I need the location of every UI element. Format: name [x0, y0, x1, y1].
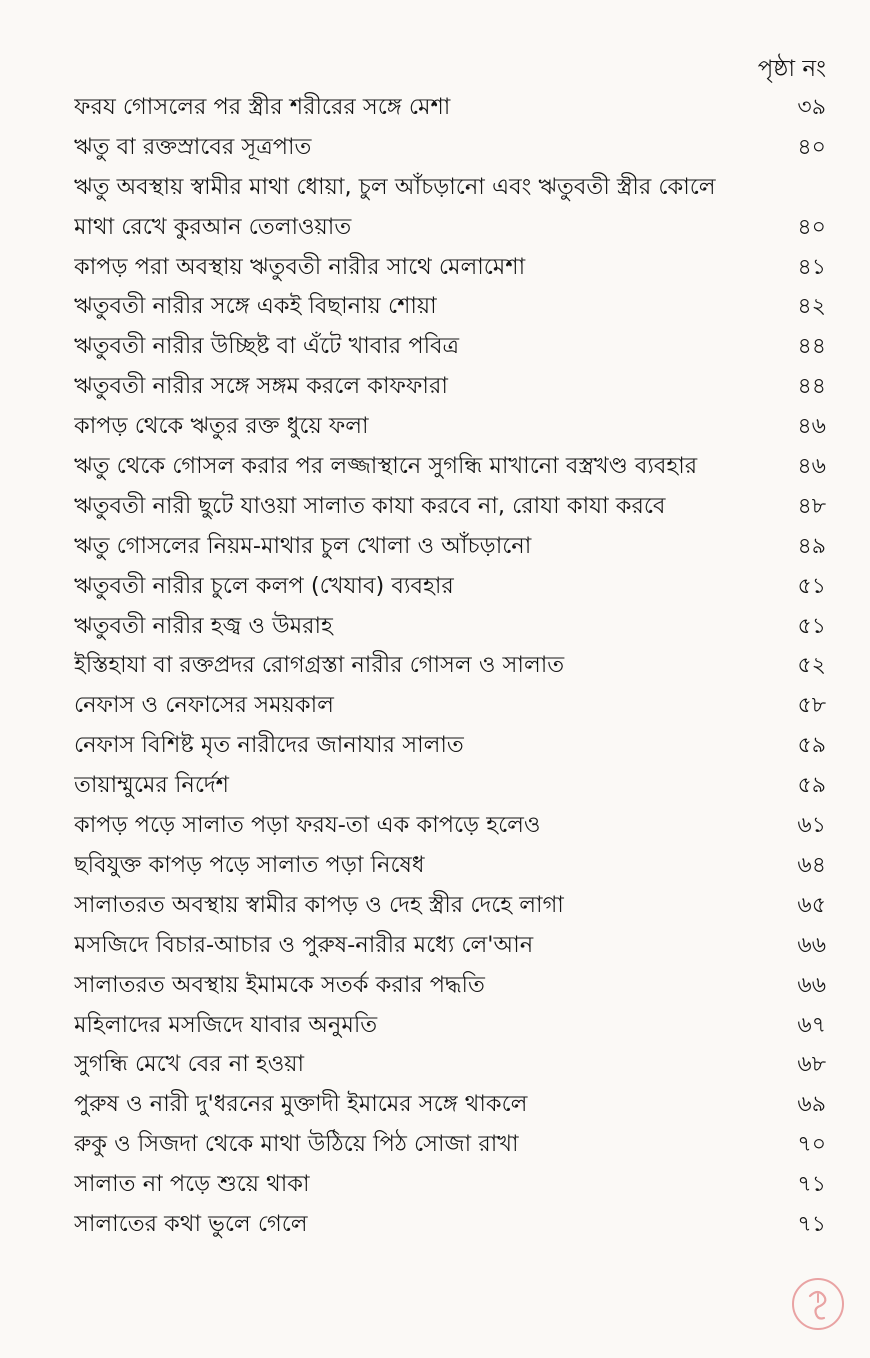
toc-entry-title: মসজিদে বিচার-আচার ও পুরুষ-নারীর মধ্যে লে'আন — [74, 931, 534, 958]
toc-entry — [74, 487, 826, 527]
toc-entry-page: ৫২ — [797, 653, 826, 679]
toc-entry-title: ফরয গোসলের পর স্ত্রীর শরীরের সঙ্গে মেশা — [74, 94, 451, 120]
toc-entry-title: কাপড় থেকে ঋতুর রক্ত ধুয়ে ফলা — [74, 413, 369, 440]
toc-entry — [74, 527, 826, 567]
toc-entry-page: ৬৯ — [797, 1092, 826, 1118]
toc-entry-page: ৪৮ — [797, 493, 826, 519]
toc-entry — [74, 248, 826, 288]
toc-entry-page: ৩৯ — [797, 95, 826, 120]
toc-entry-title: ঋতু গোসলের নিয়ম-মাথার চুল খোলা ও আঁচড়ানো — [74, 532, 532, 559]
toc-entry-page: ৬৫ — [797, 892, 826, 918]
toc-entry-title: ইস্তিহাযা বা রক্তপ্রদর রোগগ্রস্তা নারীর গোসল ও সালাত — [74, 652, 565, 679]
toc-entry-page: ৭১ — [797, 1211, 826, 1237]
toc-entry-page: ৬৭ — [797, 1012, 826, 1038]
toc-entry — [74, 287, 826, 327]
toc-entry — [74, 1006, 826, 1046]
toc-entry — [74, 447, 826, 487]
toc-entry-page: ৪৪ — [797, 374, 826, 400]
toc-entry-page: ৭১ — [797, 1172, 826, 1198]
toc-entry-title: ঋতু থেকে গোসল করার পর লজ্জাস্থানে সুগন্ধি মাখানো বস্ত্রখণ্ড ব্যবহার — [74, 453, 698, 480]
toc-entry — [74, 567, 826, 607]
toc-entry — [74, 1045, 826, 1085]
toc-entry — [74, 88, 826, 128]
toc-entry-page: ৪১ — [797, 254, 826, 280]
toc-entry-title: ঋতুবতী নারীর সঙ্গে সঙ্গম করলে কাফফারা — [74, 373, 448, 400]
toc-entry-title: মহিলাদের মসজিদে যাবার অনুমতি — [74, 1011, 378, 1038]
toc-entry-title: ঋতুবতী নারী ছুটে যাওয়া সালাত কাযা করবে না, রোযা কাযা করবে — [74, 492, 666, 519]
stamp-glyph-icon — [794, 1280, 842, 1328]
toc-entry-title: সালাতের কথা ভুলে গেলে — [74, 1210, 308, 1237]
toc-entry-title: পুরুষ ও নারী দু'ধরনের মুক্তাদী ইমামের সঙ্গে থাকলে — [74, 1091, 528, 1118]
toc-entry-title: সালাতরত অবস্থায় ইমামকে সতর্ক করার পদ্ধতি — [74, 971, 485, 998]
toc-entry-page: ৪২ — [797, 294, 826, 320]
toc-entry — [74, 846, 826, 886]
toc-entry — [74, 607, 826, 647]
toc-entry-title: সালাত না পড়ে শুয়ে থাকা — [74, 1171, 310, 1198]
toc-entry — [74, 926, 826, 966]
toc-entry — [74, 168, 826, 248]
toc-entry — [74, 806, 826, 846]
toc-entry — [74, 1205, 826, 1245]
toc-entry-page: ৪০ — [797, 214, 826, 240]
toc-entry-page: ৬৬ — [797, 932, 826, 958]
toc-entry-page: ৬৬ — [797, 972, 826, 998]
toc-entry — [74, 766, 826, 806]
toc-entry-title: ঋতুবতী নারীর হজ্ব ও উমরাহ — [74, 612, 333, 639]
toc-entry — [74, 128, 826, 168]
toc-entry-page: ৫১ — [797, 613, 826, 639]
page-number-column-heading: পৃষ্ঠা নং — [757, 56, 826, 82]
toc-entry-title: কাপড় পড়ে সালাত পড়া ফরয-তা এক কাপড়ে হলেও — [74, 812, 541, 839]
toc-entry-page: ৬৮ — [797, 1052, 826, 1078]
toc-entry-title: সুগন্ধি মেখে বের না হওয়া — [74, 1051, 305, 1078]
toc-entry — [74, 886, 826, 926]
toc-entry — [74, 966, 826, 1006]
toc-entry-page: ৪৯ — [797, 533, 826, 559]
toc-entry-page: ৪৪ — [797, 334, 826, 360]
toc-entry-page: ৫১ — [797, 573, 826, 599]
toc-entry-page: ৫৯ — [797, 733, 826, 759]
toc-entry-page: ৬৪ — [797, 852, 826, 878]
toc-entry-title: ঋতুবতী নারীর সঙ্গে একই বিছানায় শোয়া — [74, 293, 437, 320]
toc-entry-title: কাপড় পরা অবস্থায় ঋতুবতী নারীর সাথে মেলামেশা — [74, 253, 526, 280]
toc-entry — [74, 327, 826, 367]
toc-entry-title: তায়াম্মুমের নির্দেশ — [74, 772, 229, 799]
publisher-stamp-icon — [792, 1278, 844, 1330]
toc-entry-page: ৫৮ — [797, 693, 826, 719]
toc-entry-title: ঋতুবতী নারীর চুলে কলপ (খেযাব) ব্যবহার — [74, 572, 454, 599]
toc-entry — [74, 367, 826, 407]
toc-entry-title: ছবিযুক্ত কাপড় পড়ে সালাত পড়া নিষেধ — [74, 851, 425, 878]
toc-entry — [74, 407, 826, 447]
toc-entry-page: ৪০ — [797, 134, 826, 160]
toc-entry — [74, 1165, 826, 1205]
toc-entry-title: সালাতরত অবস্থায় স্বামীর কাপড় ও দেহ স্ত্রীর দেহে লাগা — [74, 891, 564, 918]
toc-entry-page: ৭০ — [797, 1132, 826, 1158]
toc-entry-title: নেফাস বিশিষ্ট মৃত নারীদের জানাযার সালাত — [74, 732, 464, 759]
toc-entry-page: ৪৬ — [797, 454, 826, 480]
toc-entry — [74, 686, 826, 726]
toc-entry-page: ৫৯ — [797, 773, 826, 799]
table-of-contents — [74, 88, 826, 1245]
toc-entry-title: নেফাস ও নেফাসের সময়কাল — [74, 692, 334, 719]
toc-entry-title: ঋতু বা রক্তস্রাবের সূত্রপাত — [74, 133, 312, 160]
toc-entry-title-line-2: মাথা রেখে কুরআন তেলাওয়াত — [74, 213, 352, 240]
toc-entry — [74, 726, 826, 766]
toc-entry-page: ৪৬ — [797, 414, 826, 440]
toc-entry — [74, 1125, 826, 1165]
toc-entry-title-line-1: ঋতু অবস্থায় স্বামীর মাথা ধোয়া, চুল আঁচড়ানো এবং ঋতুবতী স্ত্রীর কোলে — [74, 173, 716, 200]
toc-entry-title: রুকু ও সিজদা থেকে মাথা উঠিয়ে পিঠ সোজা রাখা — [74, 1131, 519, 1158]
toc-entry — [74, 1085, 826, 1125]
toc-entry-title: ঋতুবতী নারীর উচ্ছিষ্ট বা এঁটে খাবার পবিত্র — [74, 333, 460, 360]
toc-entry-page: ৬১ — [797, 813, 826, 839]
toc-entry-title — [74, 168, 826, 248]
toc-entry — [74, 646, 826, 686]
